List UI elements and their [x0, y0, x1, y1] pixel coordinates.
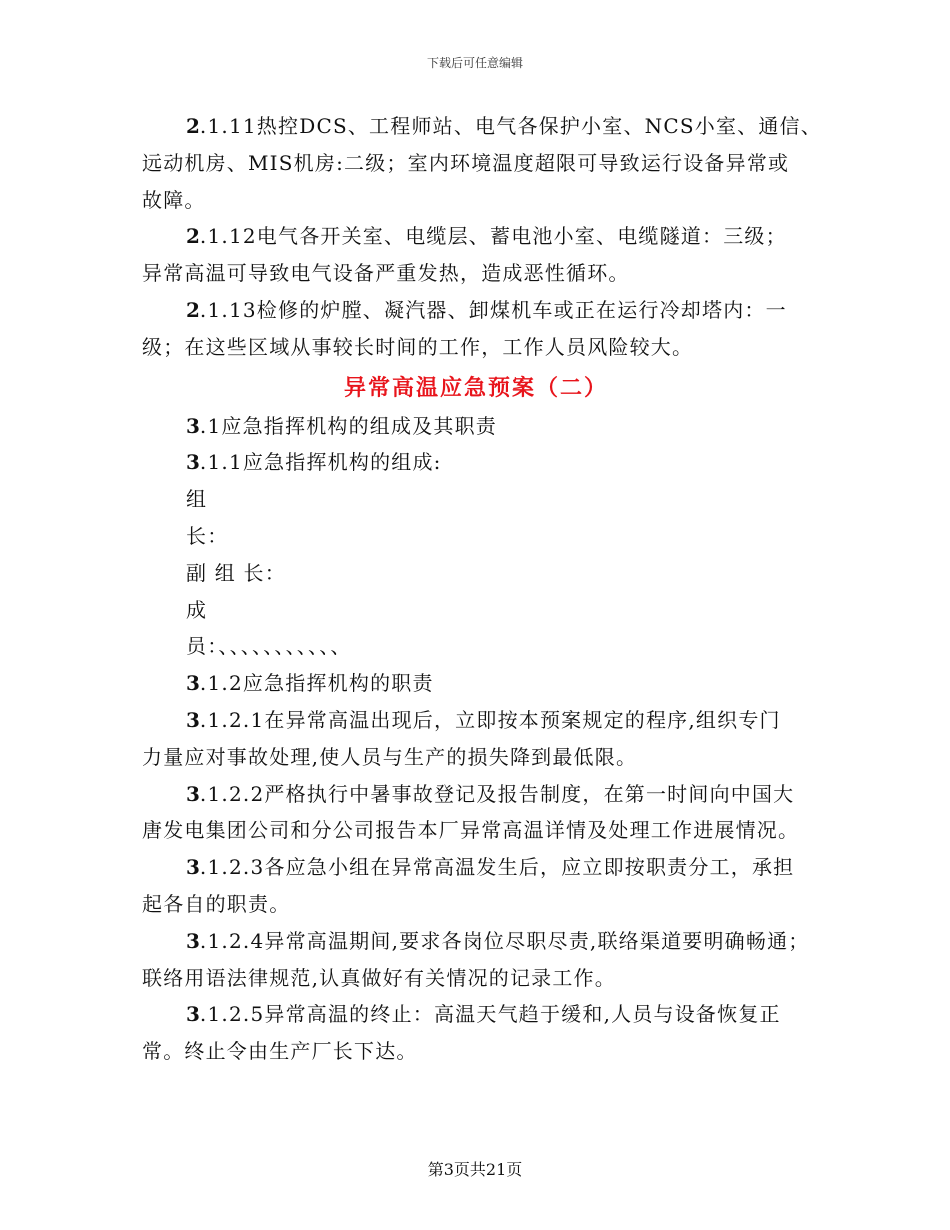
paragraph-2-1-13	[142, 292, 810, 366]
section-number: 2	[186, 224, 200, 249]
paragraph-line: .1.2.4异常高温期间,要求各岗位尽职尽责,联络渠道要明确畅通；	[199, 928, 810, 953]
paragraph-3-1-2-5	[142, 996, 810, 1070]
paragraph-line: 远动机房、MIS机房:二级；室内环境温度超限可导致运行设备异常或	[142, 150, 790, 175]
section-number: 3	[186, 671, 200, 696]
section-number: 3	[186, 855, 200, 880]
section-number: 3	[186, 450, 200, 475]
paragraph-3-1-2-2	[142, 776, 810, 850]
leader-label-part: 组	[186, 487, 208, 512]
section-number: 3	[186, 707, 200, 732]
section-number: 3	[186, 1002, 200, 1027]
paragraph-2-1-11	[142, 108, 822, 218]
paragraph-line: .1.2.3各应急小组在异常高温发生后，应立即按职责分工，承担	[199, 855, 795, 880]
section-number: 3	[186, 928, 200, 953]
paragraph-3-1-2-3	[142, 849, 810, 923]
heading-text: .1.2应急指挥机构的职责	[199, 671, 434, 696]
heading-3-1-1	[142, 444, 810, 481]
heading-3-1	[142, 408, 810, 445]
heading-text: .1.1应急指挥机构的组成:	[199, 450, 442, 475]
heading-text: .1应急指挥机构的组成及其职责	[199, 413, 498, 438]
section-number: 3	[186, 413, 200, 438]
member-label-part: 员：、、、、、、、、、、、	[186, 634, 352, 659]
paragraph-line: .1.12电气各开关室、电缆层、蓄电池小室、电缆隧道：三级；	[199, 224, 787, 249]
paragraph-line: 故障。	[142, 187, 206, 212]
paragraph-line: 级；在这些区域从事较长时间的工作，工作人员风险较大。	[142, 334, 694, 359]
paragraph-line: .1.13检修的炉膛、凝汽器、卸煤机车或正在运行冷却塔内：一	[199, 297, 787, 322]
member-label-part: 成	[186, 597, 208, 622]
paragraph-line: 唐发电集团公司和分公司报告本厂异常高温详情及处理工作进展情况。	[142, 818, 800, 843]
paragraph-3-1-2-1	[142, 702, 810, 776]
paragraph-line: 力量应对事故处理,使人员与生产的损失降到最低限。	[142, 744, 638, 769]
paragraph-line: 常。终止令由生产厂长下达。	[142, 1039, 418, 1064]
document-body	[142, 108, 822, 1070]
paragraph-line: .1.2.2严格执行中暑事故登记及报告制度，在第一时间向中国大	[199, 781, 795, 806]
paragraph-line: .1.2.5异常高温的终止：高温天气趋于缓和,人员与设备恢复正	[199, 1002, 781, 1027]
paragraph-3-1-2-4	[142, 923, 810, 997]
heading-3-1-2	[142, 665, 810, 702]
page-header: 下载后可任意编辑	[426, 56, 523, 70]
leader-label-part: 长：	[186, 523, 229, 548]
paragraph-line: .1.2.1在异常高温出现后，立即按本预案规定的程序,组织专门	[199, 707, 781, 732]
section-number: 2	[186, 297, 200, 322]
section-number: 2	[186, 114, 200, 138]
page-number-footer: 第3页共21页	[427, 1160, 523, 1179]
paragraph-line: 联络用语法律规范,认真做好有关情况的记录工作。	[142, 965, 616, 990]
paragraph-2-1-12	[142, 218, 810, 292]
document-title: 异常高温应急预案（二）	[343, 374, 608, 401]
paragraph-line: 起各自的职责。	[142, 891, 291, 916]
deputy-leader-label: 副 组 长：	[186, 560, 286, 585]
paragraph-line: 异常高温可导致电气设备严重发热，造成恶性循环。	[142, 261, 630, 286]
paragraph-line: .1.11热控DCS、工程师站、电气各保护小室、NCS小室、通信、	[199, 114, 822, 138]
section-number: 3	[186, 781, 200, 806]
